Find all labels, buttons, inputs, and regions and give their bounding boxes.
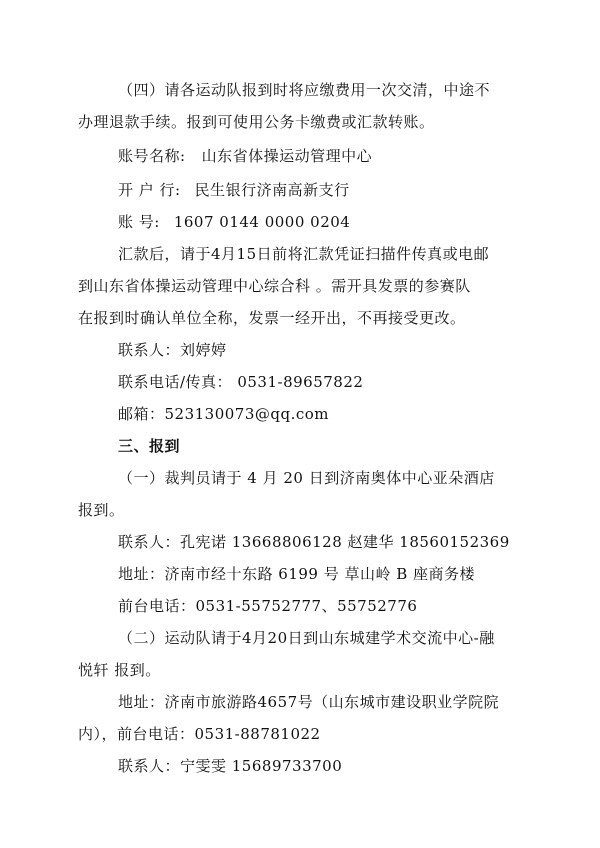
registration-para2-line1: （二）运动队请于4月20日到山东城建学术交流中心-融 [118,629,495,647]
payment-para4-line2: 办理退款手续。报到可使用公务卡缴费或汇款转账。 [78,113,435,131]
account-number-value: 1607 0144 0000 0204 [173,213,351,231]
account-name-row [118,146,372,166]
account-name-value: 山东省体操运动管理中心 [201,147,373,165]
referee-front-desk: 前台电话：0531-55752777、55752776 [118,597,418,615]
referee-contacts: 联系人：孔宪诺 13668806128 赵建华 18560152369 [118,533,510,551]
team-address-line2: 内），前台电话：0531-88781022 [78,725,321,743]
account-name-label: 账号名称: [118,147,186,165]
remit-line1: 汇款后，请于4月15日前将汇款凭证扫描件传真或电邮 [118,245,490,263]
payment-para4-line1: （四）请各运动队报到时将应缴费用一次交清，中途不 [118,81,491,99]
payment-phone-fax: 联系电话/传真： 0531-89657822 [118,373,364,391]
section-heading-registration: 三、报到 [118,437,181,455]
remit-line3: 在报到时确认单位全称，发票一经开出，不再接受更改。 [78,309,466,327]
team-contact: 联系人：宁雯雯 15689733700 [118,757,343,775]
bank-value: 民生银行济南高新支行 [194,181,350,199]
payment-email: 邮箱：523130073@qq.com [118,405,330,423]
referee-address: 地址：济南市经十东路 6199 号 草山岭 B 座商务楼 [118,565,476,583]
account-number-row [118,212,350,232]
registration-para1-line2: 报到。 [78,501,125,519]
team-address-line1: 地址：济南市旅游路4657号（山东城市建设职业学院院 [118,693,500,711]
bank-label: 开 户 行: [118,181,181,199]
registration-para1-line1: （一）裁判员请于 4 月 20 日到济南奥体中心亚朵酒店 [118,469,495,487]
remit-line2: 到山东省体操运动管理中心综合科 。需开具发票的参赛队 [78,277,471,295]
registration-para2-line2: 悦轩 报到。 [78,661,161,679]
bank-row [118,180,350,200]
account-number-label: 账 号: [118,213,160,231]
payment-contact: 联系人：刘婷婷 [118,341,227,359]
